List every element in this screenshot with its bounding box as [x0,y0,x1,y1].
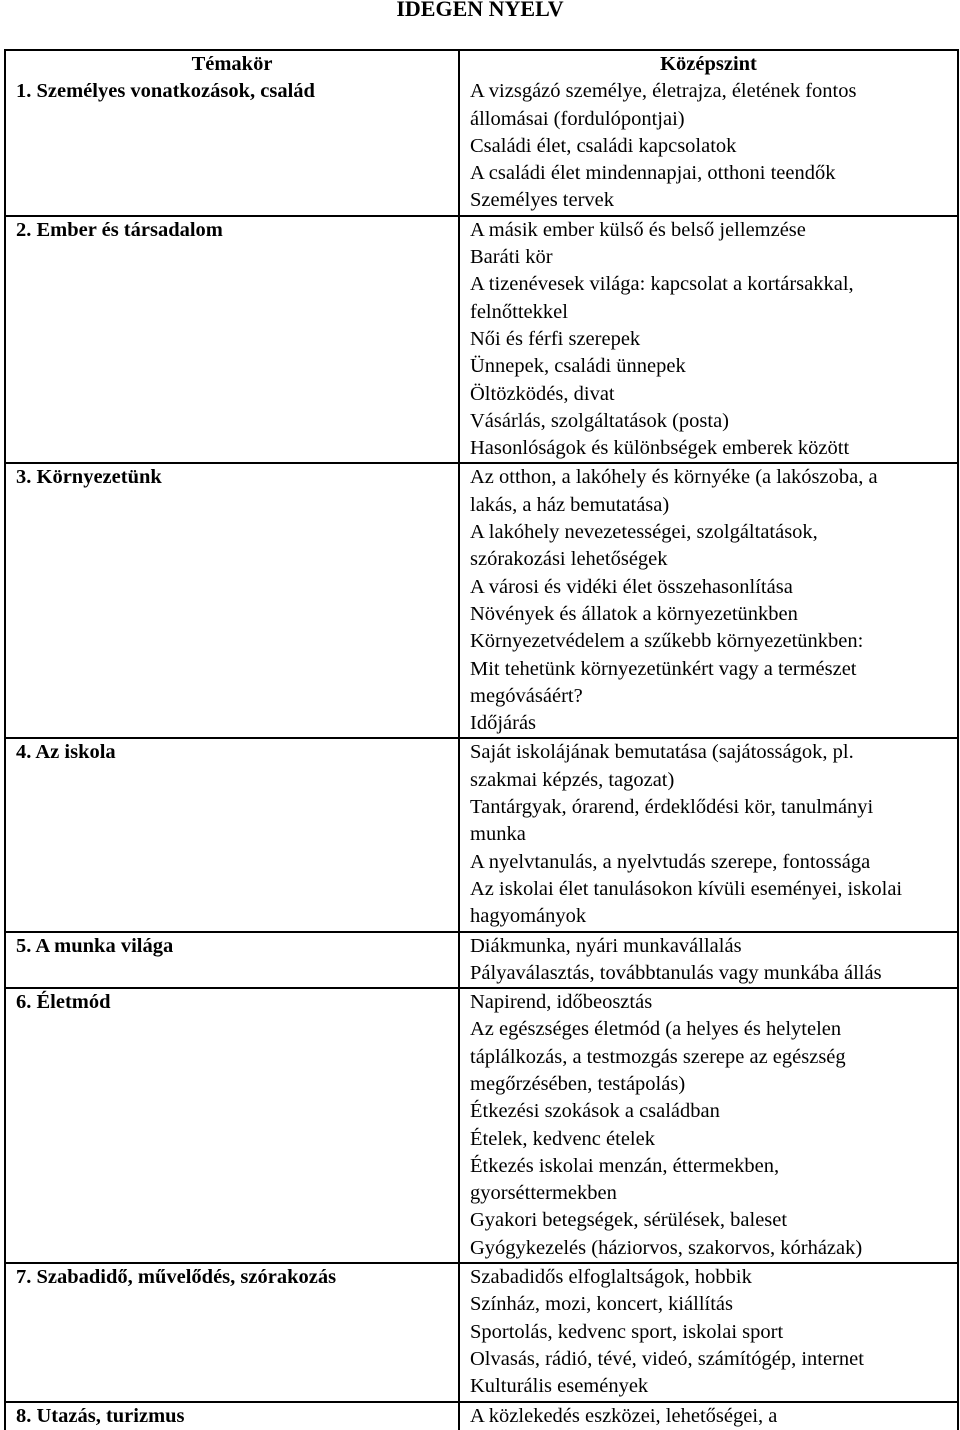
content-line: szakmai képzés, tagozat) [470,768,675,791]
content-line: Növények és állatok a környezetünkben [470,602,798,625]
content-line: Étkezés iskolai menzán, éttermekben, [470,1154,780,1177]
topic-cell: 4. Az iskola [5,738,459,931]
content-line: Hasonlóságok és különbségek emberek között [470,437,850,460]
topic-cell: 1. Személyes vonatkozások, család [5,78,459,215]
table-row [5,932,958,989]
content-line: Saját iskolájának bemutatása (sajátosságok, pl. [470,741,854,764]
content-line: Szabadidős elfoglaltságok, hobbik [470,1266,752,1289]
table-row [5,1263,958,1401]
content-line: Gyakori betegségek, sérülések, baleset [470,1209,788,1232]
content-line: táplálkozás, a testmozgás szerepe az egészség [470,1045,846,1068]
content-line: szórakozási lehetőségek [470,548,668,571]
content-line: Családi élet, családi kapcsolatok [470,134,737,157]
content-line: A tizenévesek világa: kapcsolat a kortársakkal, [470,273,854,296]
content-line: Baráti kör [470,246,553,269]
content-line: Személyes tervek [470,189,615,212]
content-line: megőrzésében, testápolás) [470,1072,686,1095]
content-line: A városi és vidéki élet összehasonlítása [470,575,793,598]
content-cell [459,216,958,464]
header-temakor: Témakör [5,50,459,78]
table-row [5,1402,958,1430]
topic-cell: 6. Életmód [5,988,459,1263]
table-row [5,988,958,1263]
content-line: gyorséttermekben [470,1182,617,1205]
table-row [5,463,958,738]
table-row [5,738,958,931]
content-cell [459,1402,958,1430]
content-line: Időjárás [470,712,537,735]
topic-cell: 5. A munka világa [5,932,459,989]
topic-cell: 7. Szabadidő, művelődés, szórakozás [5,1263,459,1401]
table-body [5,78,958,1430]
topic-cell: 2. Ember és társadalom [5,216,459,464]
topic-cell: 3. Környezetünk [5,463,459,738]
content-line: állomásai (fordulópontjai) [470,107,685,130]
content-line: Étkezési szokások a családban [470,1100,720,1123]
content-line: Az iskolai élet tanulásokon kívüli eseményei, iskolai [470,877,903,900]
content-line: Az egészséges életmód (a helyes és helytelen [470,1018,842,1041]
content-line: Kulturális események [470,1375,649,1398]
content-line: munka [470,823,526,846]
content-line: megóvásáért? [470,684,583,707]
content-line: Tantárgyak, órarend, érdeklődési kör, tanulmányi [470,796,874,819]
content-line: Környezetvédelem a szűkebb környezetünkben: [470,630,864,653]
content-line: Az otthon, a lakóhely és környéke (a lakószoba, a [470,466,878,489]
content-line: A nyelvtanulás, a nyelvtudás szerepe, fontossága [470,850,871,873]
content-line: Mit tehetünk környezetünkért vagy a természet [470,657,857,680]
page-title: IDEGEN NYELV [396,0,564,21]
topic-cell: 8. Utazás, turizmus [5,1402,459,1430]
content-cell [459,988,958,1263]
content-line: A másik ember külső és belső jellemzése [470,218,806,241]
content-line: Vásárlás, szolgáltatások (posta) [470,409,730,432]
content-line: Ünnepek, családi ünnepek [470,355,686,378]
table-row [5,78,958,215]
content-line: felnőttekkel [470,300,568,323]
content-line: A vizsgázó személye, életrajza, életének fontos [470,80,857,103]
content-line: Olvasás, rádió, tévé, videó, számítógép, internet [470,1347,864,1370]
content-cell [459,463,958,738]
header-kozepszint: Középszint [459,50,958,78]
content-line: A lakóhely nevezetességei, szolgáltatások, [470,521,818,544]
topics-table [4,49,959,1430]
content-line: Gyógykezelés (háziorvos, szakorvos, kórházak) [470,1236,863,1259]
content-cell [459,1263,958,1401]
content-cell [459,78,958,215]
content-line: Napirend, időbeosztás [470,991,653,1014]
content-line: Diákmunka, nyári munkavállalás [470,934,742,957]
content-line: Női és férfi szerepek [470,327,641,350]
content-line: Sportolás, kedvenc sport, iskolai sport [470,1320,784,1343]
content-line: hagyományok [470,905,587,928]
content-line: A közlekedés eszközei, lehetőségei, a [470,1404,778,1427]
content-line: A családi élet mindennapjai, otthoni teendők [470,162,836,185]
content-line: Színház, mozi, koncert, kiállítás [470,1293,734,1316]
content-line: Öltözködés, divat [470,382,615,405]
content-cell [459,932,958,989]
content-line: Pályaválasztás, továbbtanulás vagy munkába állás [470,961,882,984]
content-line: lakás, a ház bemutatása) [470,493,670,516]
content-cell [459,738,958,931]
content-line: Ételek, kedvenc ételek [470,1127,655,1150]
table-row [5,216,958,464]
table-header-row [5,50,958,78]
